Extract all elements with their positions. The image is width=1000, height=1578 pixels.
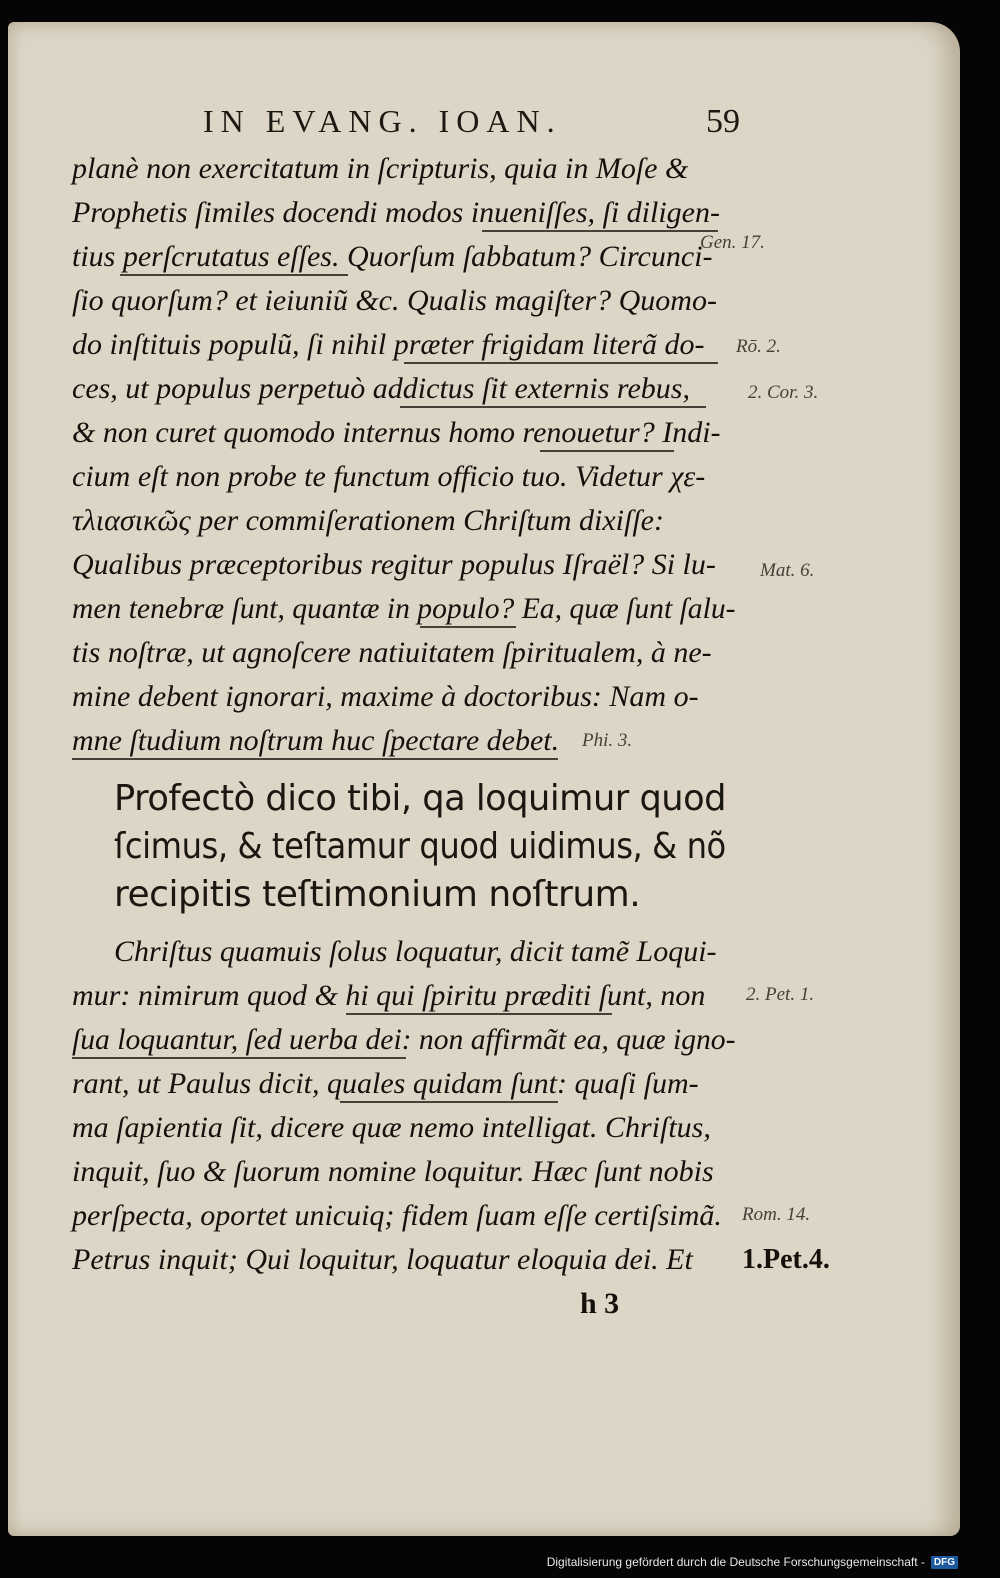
margin-note-mat: Mat. 6. xyxy=(760,560,815,581)
commentary-line-1: Chriſtus quamuis ſolus loquatur, dicit tamẽ Loqui- xyxy=(114,935,717,968)
margin-note-cor3: 2. Cor. 3. xyxy=(748,382,819,403)
lemma-line-2: ſcimus, & teſtamur quod uidimus, & nõ xyxy=(114,826,726,867)
signature-mark: h 3 xyxy=(580,1287,620,1320)
printed-margin-note: 1.Pet.4. xyxy=(742,1244,830,1275)
underline-mark xyxy=(72,758,558,760)
margin-note-phil: Phi. 3. xyxy=(582,730,633,751)
margin-note-rom14: Rom. 14. xyxy=(742,1204,811,1225)
page-number: 59 xyxy=(706,103,740,140)
body-line-14: mne ſtudium noſtrum huc ſpectare debet. xyxy=(72,724,560,757)
commentary-line-3: ſua loquantur, ſed uerba dei: non affirmãt ea, quæ igno- xyxy=(72,1023,736,1056)
footer-credit-text: Digitalisierung gefördert durch die Deutsche Forschungsgemeinschaft - xyxy=(546,1555,925,1569)
body-line-1: planè non exercitatum in ſcripturis, quia in Moſe & xyxy=(72,152,689,185)
margin-note-rom2: Rō. 2. xyxy=(736,336,781,357)
running-title: IN EVANG. IOAN. xyxy=(203,103,562,139)
underline-mark xyxy=(404,362,718,364)
body-line-3: tius perſcrutatus eſſes. Quorſum ſabbatum? Circunci- xyxy=(72,240,713,273)
lemma-line-1: Profectò dico tibi, qa loquimur quod xyxy=(114,778,727,819)
underline-mark xyxy=(346,1013,612,1015)
body-line-8: cium eſt non probe te functum officio tuo. Videtur χε- xyxy=(72,460,706,493)
margin-note-gen: Gen. 17. xyxy=(700,232,765,253)
commentary-line-8: Petrus inquit; Qui loquitur, loquatur eloquia dei. Et xyxy=(72,1243,693,1276)
underline-mark xyxy=(72,1057,406,1059)
body-line-4: ſio quorſum? et ieiuniũ &c. Qualis magiſter? Quomo- xyxy=(72,284,717,317)
commentary-line-2: mur: nimirum quod & hi qui ſpiritu præditi ſunt, non xyxy=(72,979,706,1012)
commentary-line-5: ma ſapientia ſit, dicere quæ nemo intelligat. Chriſtus, xyxy=(72,1111,711,1144)
lemma-line-3: recipitis teſtimonium noſtrum. xyxy=(114,874,641,915)
body-line-2: Prophetis ſimiles docendi modos inueniſſes, ſi diligen- xyxy=(72,196,720,229)
commentary-line-4: rant, ut Paulus dicit, quales quidam ſunt: quaſi ſum- xyxy=(72,1067,699,1100)
underline-mark xyxy=(340,1101,558,1103)
body-line-6: ces, ut populus perpetuò addictus ſit externis rebus, xyxy=(72,372,690,405)
body-line-5: do inſtituis populũ, ſi nihil præter frigidam literã do- xyxy=(72,328,705,361)
body-line-10: Qualibus præceptoribus regitur populus Iſraël? Si lu- xyxy=(72,548,716,581)
dfg-logo: DFG xyxy=(931,1556,958,1569)
body-line-7: & non curet quomodo internus homo renouetur? Indi- xyxy=(72,416,721,449)
margin-note-pet: 2. Pet. 1. xyxy=(746,984,815,1005)
body-line-11: men tenebræ ſunt, quantæ in populo? Ea, quæ ſunt ſalu- xyxy=(72,592,736,625)
body-line-13: mine debent ignorari, maxime à doctoribus: Nam o- xyxy=(72,680,699,713)
underline-mark xyxy=(482,230,718,232)
underline-mark xyxy=(120,274,348,276)
underline-mark xyxy=(420,626,516,628)
digitization-credit xyxy=(547,1551,958,1573)
body-line-12: tis noſtræ, ut agnoſcere natiuitatem ſpiritualem, à ne- xyxy=(72,636,712,669)
underline-mark xyxy=(540,450,674,452)
commentary-line-6: inquit, ſuo & ſuorum nomine loquitur. Hæc ſunt nobis xyxy=(72,1155,714,1188)
commentary-line-7: perſpecta, oportet unicuiq; fidem ſuam eſſe certiſsimã. xyxy=(72,1199,722,1232)
body-line-9: τλιασικῶς per commiſerationem Chriſtum dixiſſe: xyxy=(72,504,664,537)
underline-mark xyxy=(400,406,706,408)
